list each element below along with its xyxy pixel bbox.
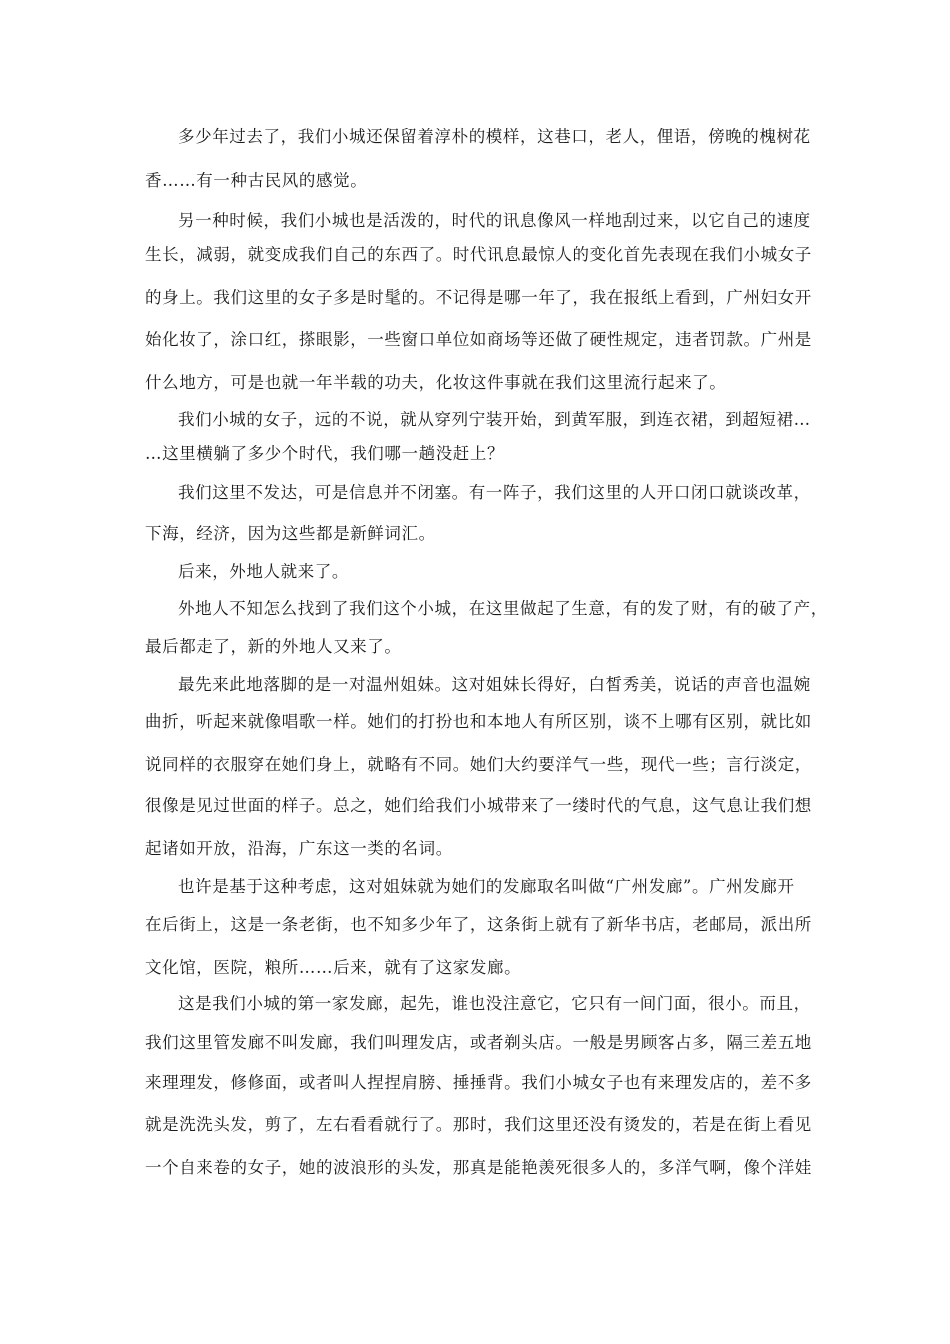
text-line: 外地人不知怎么找到了我们这个小城，在这里做起了生意，有的发了财，有的破了产， bbox=[178, 599, 828, 618]
text-line: 说同样的衣服穿在她们身上，就略有不同。她们大约要洋气一些，现代一些；言行淡定， bbox=[145, 755, 812, 774]
text-line: 文化馆，医院，粮所……后来，就有了这家发廊。 bbox=[145, 958, 522, 977]
text-line: 很像是见过世面的样子。总之，她们给我们小城带来了一缕时代的气息，这气息让我们想 bbox=[145, 796, 812, 815]
text-line: 香……有一种古民风的感觉。 bbox=[145, 171, 368, 190]
text-line: …这里横躺了多少个时代，我们哪一趟没赶上？ bbox=[145, 444, 505, 463]
text-line: 就是洗洗头发，剪了，左右看看就行了。那时，我们这里还没有烫发的，若是在街上看见 bbox=[145, 1115, 812, 1134]
text-line: 后来，外地人就来了。 bbox=[178, 562, 349, 581]
text-line: 曲折，听起来就像唱歌一样。她们的打扮也和本地人有所区别，谈不上哪有区别，就比如 bbox=[145, 712, 812, 731]
text-line: 最后都走了，新的外地人又来了。 bbox=[145, 637, 402, 656]
text-line: 在后街上，这是一条老街，也不知多少年了，这条街上就有了新华书店，老邮局，派出所 bbox=[145, 915, 812, 934]
text-line: 的身上。我们这里的女子多是时髦的。不记得是哪一年了，我在报纸上看到，广州妇女开 bbox=[145, 288, 812, 307]
text-line: 这是我们小城的第一家发廊，起先，谁也没注意它，它只有一间门面，很小。而且， bbox=[178, 994, 811, 1013]
text-line: 最先来此地落脚的是一对温州姐妹。这对姐妹长得好，白皙秀美，说话的声音也温婉 bbox=[178, 675, 811, 694]
text-line: 什么地方，可是也就一年半载的功夫，化妆这件事就在我们这里流行起来了。 bbox=[145, 373, 727, 392]
text-line: 一个自来卷的女子，她的波浪形的头发，那真是能艳羡死很多人的，多洋气啊，像个洋娃 bbox=[145, 1158, 812, 1177]
text-line: 始化妆了，涂口红，搽眼影，一些窗口单位如商场等还做了硬性规定，违者罚款。广州是 bbox=[145, 330, 812, 349]
text-line: 多少年过去了，我们小城还保留着淳朴的模样，这巷口，老人，俚语，傍晚的槐树花 bbox=[178, 127, 811, 146]
text-line: 起诸如开放，沿海，广东这一类的名词。 bbox=[145, 839, 453, 858]
text-line: 我们这里管发廊不叫发廊，我们叫理发店，或者剃头店。一般是男顾客占多，隔三差五地 bbox=[145, 1033, 812, 1052]
text-line: 来理理发，修修面，或者叫人捏捏肩膀、捶捶背。我们小城女子也有来理发店的，差不多 bbox=[145, 1073, 812, 1092]
text-line: 另一种时候，我们小城也是活泼的，时代的讯息像风一样地刮过来，以它自己的速度 bbox=[178, 211, 811, 230]
text-line: 生长，减弱，就变成我们自己的东西了。时代讯息最惊人的变化首先表现在我们小城女子 bbox=[145, 245, 812, 264]
text-line: 我们小城的女子，远的不说，就从穿列宁装开始，到黄军服，到连衣裙，到超短裙… bbox=[178, 410, 811, 429]
text-line: 也许是基于这种考虑，这对姐妹就为她们的发廊取名叫做“广州发廊”。广州发廊开 bbox=[178, 877, 795, 896]
text-line: 下海，经济，因为这些都是新鲜词汇。 bbox=[145, 524, 436, 543]
text-line: 我们这里不发达，可是信息并不闭塞。有一阵子，我们这里的人开口闭口就谈改革， bbox=[178, 483, 811, 502]
